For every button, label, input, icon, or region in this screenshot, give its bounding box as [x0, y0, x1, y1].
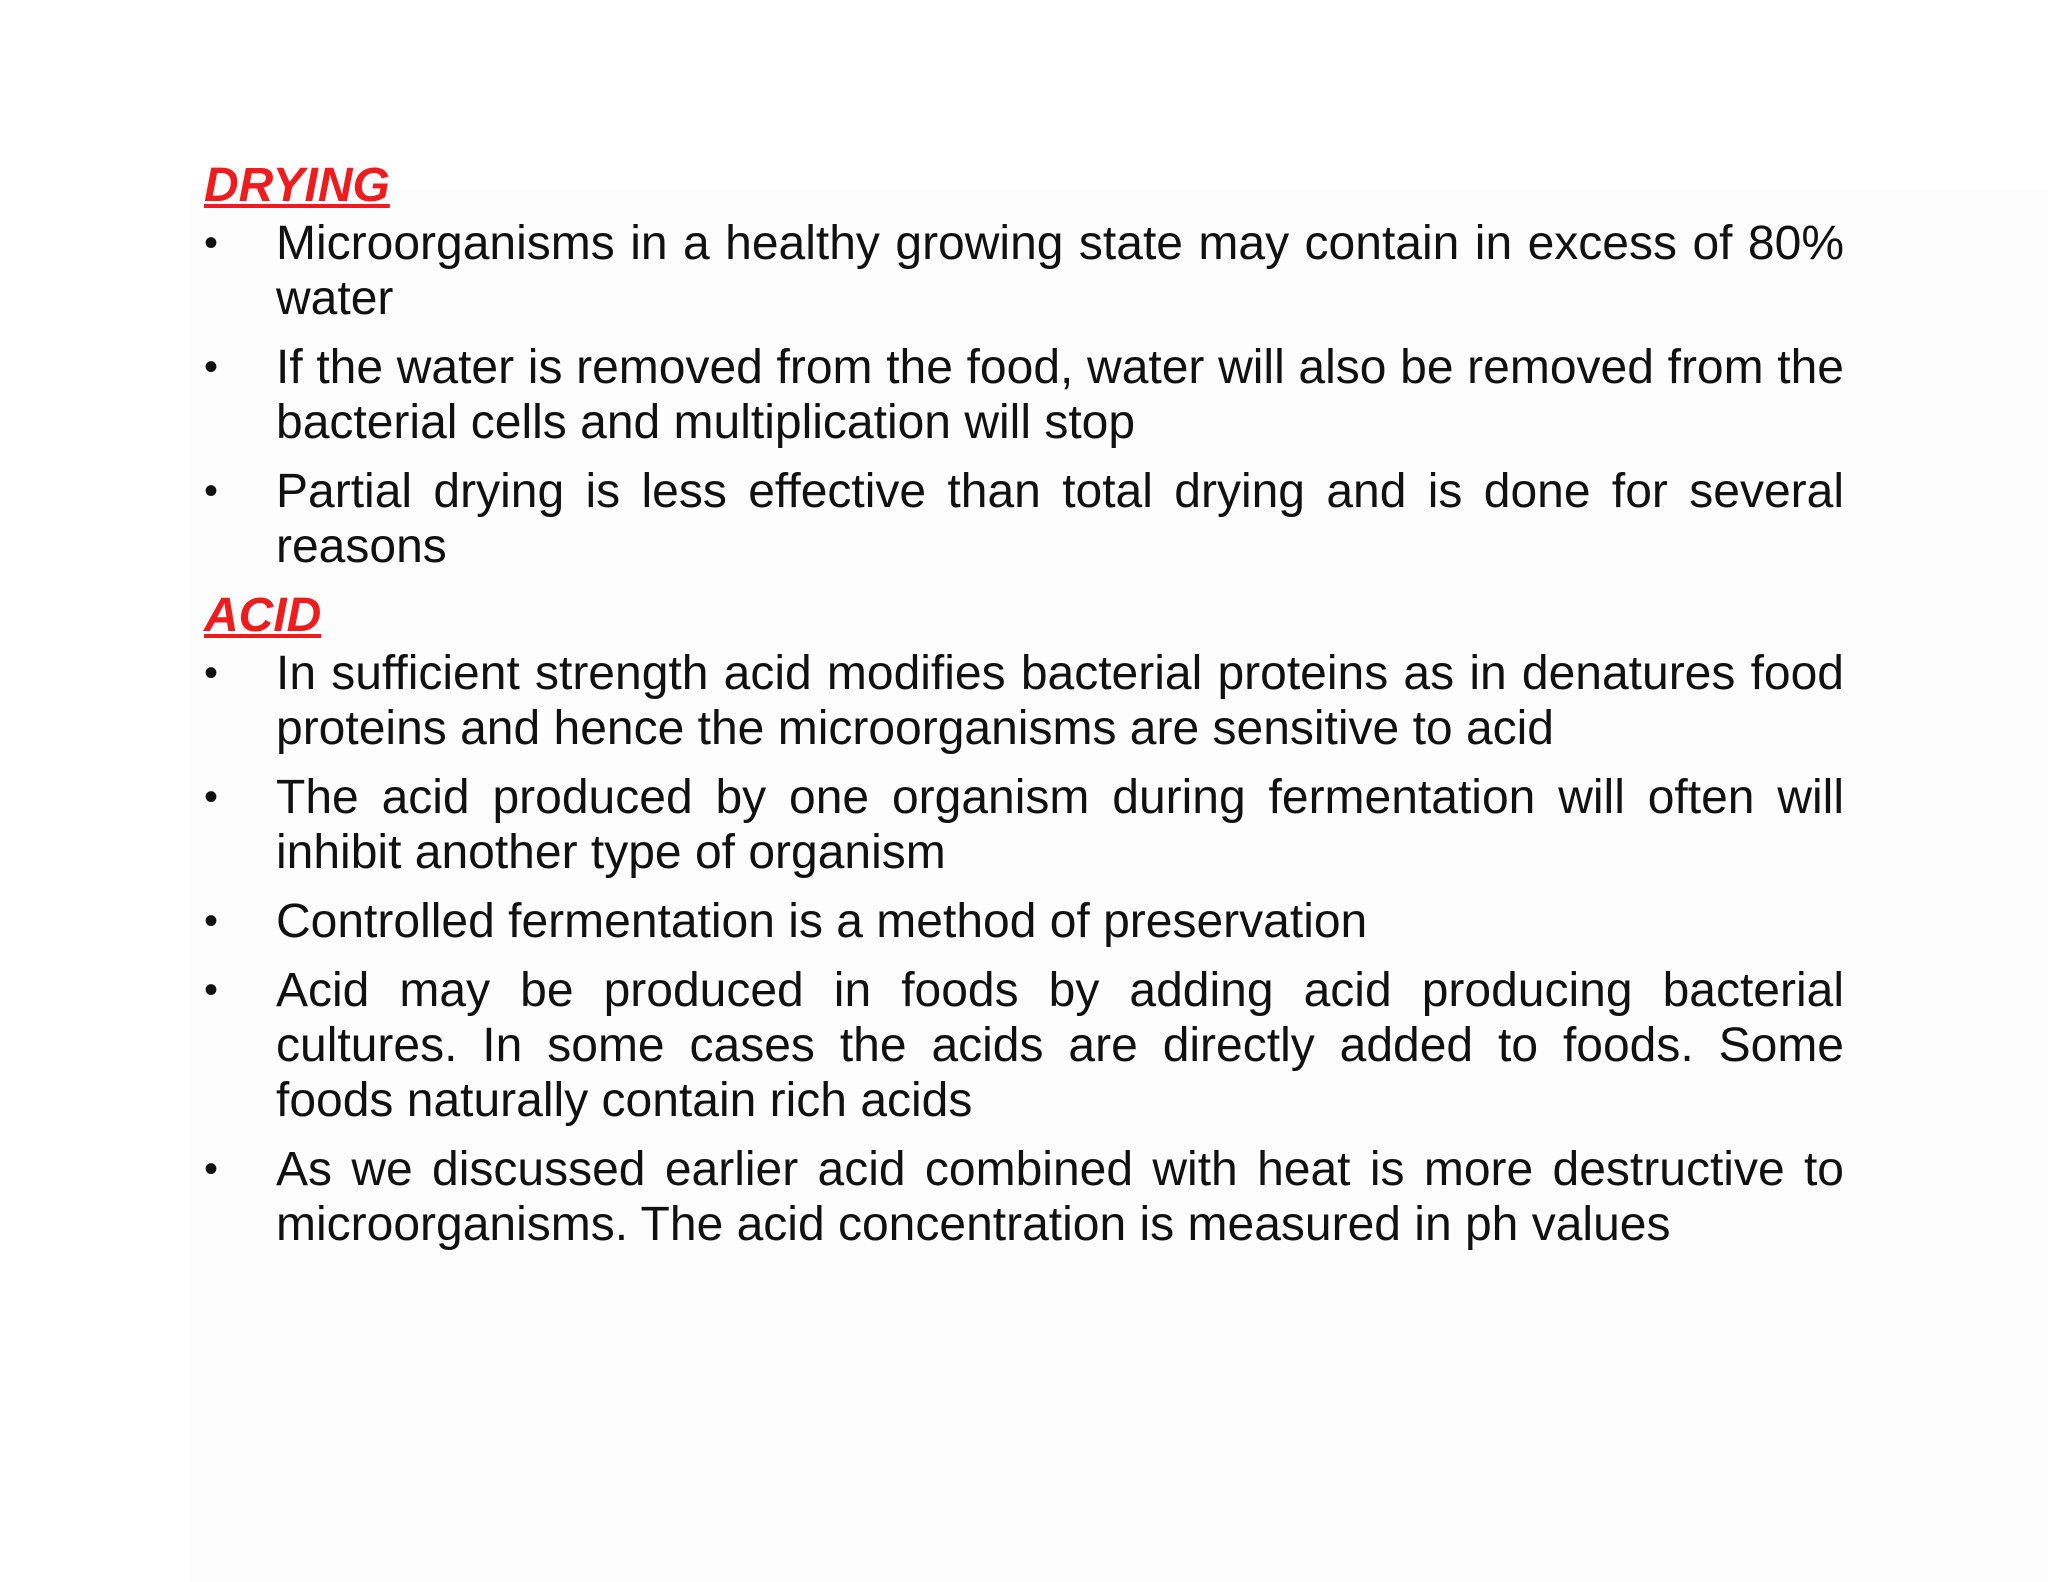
bullet-item [204, 770, 1844, 880]
bullet-dot-icon: • [204, 469, 219, 513]
bullet-text: Microorganisms in a healthy growing state may contain in excess of 80% water [276, 217, 1844, 325]
slide-content [204, 158, 1844, 1266]
bullet-list-drying [204, 216, 1844, 574]
bullet-item [204, 1142, 1844, 1252]
section-heading-drying: DRYING [204, 159, 390, 212]
bullet-text: Acid may be produced in foods by adding acid producing bacterial cultures. In some cases the acids are directly added to foods. Some foods naturally contain rich acids [276, 964, 1844, 1127]
bullet-text: The acid produced by one organism during fermentation will often will inhibit another type of organism [276, 771, 1844, 879]
bullet-item [204, 963, 1844, 1128]
bullet-dot-icon: • [204, 899, 219, 943]
section-heading-acid: ACID [204, 589, 322, 642]
section-acid [204, 588, 1844, 1252]
bullet-text: Partial drying is less effective than total drying and is done for several reasons [276, 465, 1844, 573]
bullet-text: In sufficient strength acid modifies bacterial proteins as in denatures food proteins and hence the microorganisms are sensitive to acid [276, 647, 1844, 755]
bullet-dot-icon: • [204, 221, 219, 265]
bullet-dot-icon: • [204, 1147, 219, 1191]
bullet-text: Controlled fermentation is a method of preservation [276, 895, 1368, 948]
bullet-text: As we discussed earlier acid combined with heat is more destructive to microorganisms. The acid concentration is measured in ph values [276, 1143, 1844, 1251]
bullet-dot-icon: • [204, 775, 219, 819]
bullet-item [204, 646, 1844, 756]
bullet-dot-icon: • [204, 345, 219, 389]
bullet-text: If the water is removed from the food, water will also be removed from the bacterial cells and multiplication will stop [276, 341, 1844, 449]
bullet-item [204, 340, 1844, 450]
bullet-item [204, 894, 1844, 949]
bullet-dot-icon: • [204, 968, 219, 1012]
bullet-dot-icon: • [204, 651, 219, 695]
section-drying [204, 158, 1844, 574]
bullet-item [204, 464, 1844, 574]
bullet-item [204, 216, 1844, 326]
bullet-list-acid [204, 646, 1844, 1252]
